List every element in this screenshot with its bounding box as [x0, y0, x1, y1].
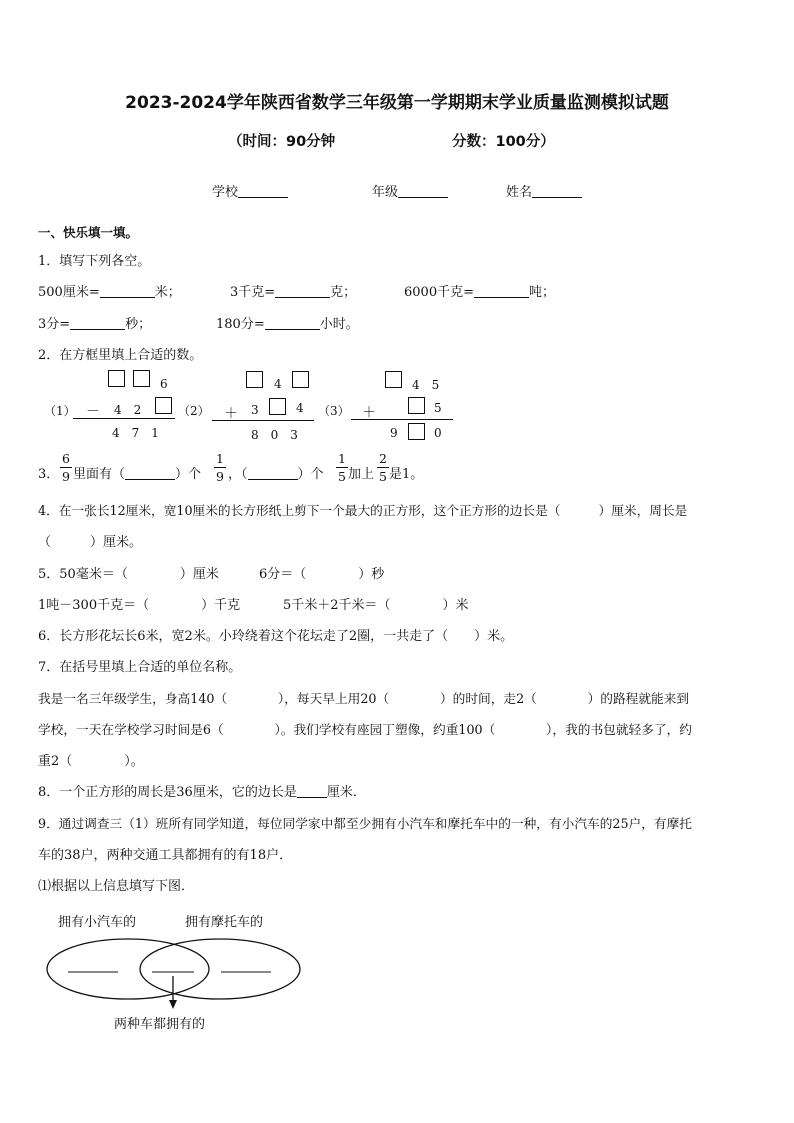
q2-p2-middle-b: 4 — [296, 401, 304, 415]
school-field[interactable] — [212, 181, 288, 200]
venn-left-label: 拥有小汽车的 — [58, 915, 137, 930]
q2-p2-label: （2） — [178, 404, 210, 418]
q9-line-1: 9．通过调查三（1）班所有同学知道，每位同学家中都至少拥有小汽车和摩托车中的一种，有小汽车的25户，有摩托 — [38, 816, 692, 831]
q5-item-d: 5千米＋2千米＝（ ）米 — [283, 598, 469, 613]
q1-stem: 1．填写下列各空。 — [38, 254, 151, 269]
q1-item-2: 3千克= 克； — [230, 285, 357, 300]
q5-item-a: 5．50毫米＝（ ）厘米 — [38, 567, 219, 582]
q2-p3-result-a: 9 — [390, 426, 398, 440]
q1-item-1: 500厘米= 米； — [38, 285, 181, 300]
grade-blank[interactable] — [398, 185, 448, 198]
score-info: 分数：100分） — [452, 134, 555, 150]
grade-field[interactable] — [372, 181, 448, 200]
q2-p1-middle: 4 2 — [114, 403, 142, 417]
q2-stem: 2．在方框里填上合适的数。 — [38, 348, 203, 363]
q9-line-3: ⑴根据以上信息填写下图． — [38, 879, 195, 894]
q1-item-3: 6000千克= 吨； — [404, 285, 555, 300]
q2-p1-box-3[interactable] — [155, 397, 172, 414]
q2-p1-result: 4 7 1 — [112, 426, 159, 440]
q3-text-3: 加上 — [348, 467, 375, 482]
q3-number: 3． — [38, 467, 60, 482]
q3-blank-2[interactable] — [248, 467, 298, 480]
q2-p3-result-b: 0 — [434, 426, 442, 440]
q2-p1-top-digit: 6 — [160, 377, 168, 391]
q3-fraction-2: 1 9 — [214, 451, 226, 484]
q3-fraction-1: 6 9 — [60, 451, 72, 484]
q2-p1-box-2[interactable] — [133, 370, 150, 387]
q1-blank-3[interactable] — [474, 285, 529, 298]
q8-blank[interactable] — [297, 785, 327, 798]
q3-text-2: ，（ ）个 — [228, 467, 324, 482]
q6-text: 6．长方形花坛长6米，宽2米。小玲绕着这个花坛走了2圈，一共走了（ ）米。 — [38, 629, 514, 644]
q1-blank-4[interactable] — [70, 317, 125, 330]
q8-text: 8．一个正方形的周长是36厘米，它的边长是 厘米． — [38, 785, 366, 800]
venn-right-label: 拥有摩托车的 — [185, 915, 264, 930]
q5-item-c: 1吨－300千克＝（ ）千克 — [38, 598, 241, 613]
q9-line-2: 车的38户，两种交通工具都拥有的有18户． — [38, 848, 293, 863]
q7-line-2: 学校，一天在学校学习时间是6（ ）。我们学校有座园丁塑像，约重100（ ），我的书包就轻多了，约 — [38, 722, 692, 737]
venn-diagram — [30, 900, 330, 1040]
q2-p1-rule — [73, 418, 175, 419]
q1-blank-2[interactable] — [275, 285, 330, 298]
school-label: 学校 — [212, 185, 239, 200]
grade-label: 年级 — [372, 185, 399, 200]
q2-p2-result: 8 0 3 — [251, 428, 298, 442]
q7-stem: 7．在括号里填上合适的单位名称。 — [38, 660, 242, 675]
q1-blank-5[interactable] — [265, 317, 320, 330]
q4-line-1: 4．在一张长12厘米，宽10厘米的长方形纸上剪下一个最大的正方形，这个正方形的边长是（ ）厘米，周长是 — [38, 503, 688, 518]
q3-fraction-3: 1 5 — [336, 451, 348, 484]
q2-p1-operator: － — [86, 404, 100, 420]
q2-p3-box-1[interactable] — [385, 371, 402, 388]
venn-arrow-head — [169, 1000, 177, 1009]
q2-p3-label: （3） — [318, 404, 350, 418]
q3-blank-1[interactable] — [125, 467, 175, 480]
q2-p1-label: （1） — [44, 404, 76, 418]
q2-p3-box-3[interactable] — [408, 423, 425, 440]
name-field[interactable] — [506, 181, 582, 200]
q2-p2-operator: ＋ — [224, 406, 238, 422]
q2-p2-rule — [212, 420, 314, 421]
school-blank[interactable] — [238, 185, 288, 198]
page-title: 2023-2024学年陕西省数学三年级第一学期期末学业质量监测模拟试题 — [125, 93, 669, 113]
time-info: （时间：90分钟 — [228, 134, 336, 150]
q1-item-5: 180分= 小时。 — [216, 317, 359, 332]
q2-p3-rule — [351, 419, 453, 420]
q2-p1-box-1[interactable] — [108, 370, 125, 387]
q1-blank-1[interactable] — [100, 285, 155, 298]
venn-bottom-label: 两种车都拥有的 — [114, 1017, 206, 1032]
venn-right-ellipse — [140, 939, 300, 999]
q4-line-2: （ ）厘米。 — [38, 535, 143, 550]
section-title: 一、快乐填一填。 — [38, 225, 139, 240]
q2-p2-box-1[interactable] — [246, 371, 263, 388]
q2-p3-middle: 5 — [434, 401, 442, 415]
q2-p2-middle-a: 3 — [251, 403, 259, 417]
name-label: 姓名 — [506, 185, 533, 200]
q3-text-4: 是1。 — [389, 467, 424, 482]
name-blank[interactable] — [532, 185, 582, 198]
q2-p3-top-digits: 4 5 — [412, 378, 440, 392]
q2-p2-top-digit: 4 — [274, 377, 282, 391]
q2-p2-box-2[interactable] — [292, 371, 309, 388]
q7-line-1: 我是一名三年级学生，身高140（ ），每天早上用20（ ）的时间，走2（ ）的路程就能来到 — [38, 691, 690, 706]
venn-left-ellipse — [47, 939, 209, 999]
q3-text-1: 里面有（ ）个 — [73, 467, 202, 482]
q2-p2-box-3[interactable] — [269, 398, 286, 415]
q7-line-3: 重2（ ）。 — [38, 754, 144, 769]
q3-fraction-4: 2 5 — [377, 451, 389, 484]
q5-item-b: 6分＝（ ）秒 — [259, 567, 385, 582]
q2-p3-box-2[interactable] — [408, 397, 425, 414]
q1-item-4: 3分= 秒； — [38, 317, 152, 332]
q2-p3-operator: ＋ — [362, 405, 376, 421]
